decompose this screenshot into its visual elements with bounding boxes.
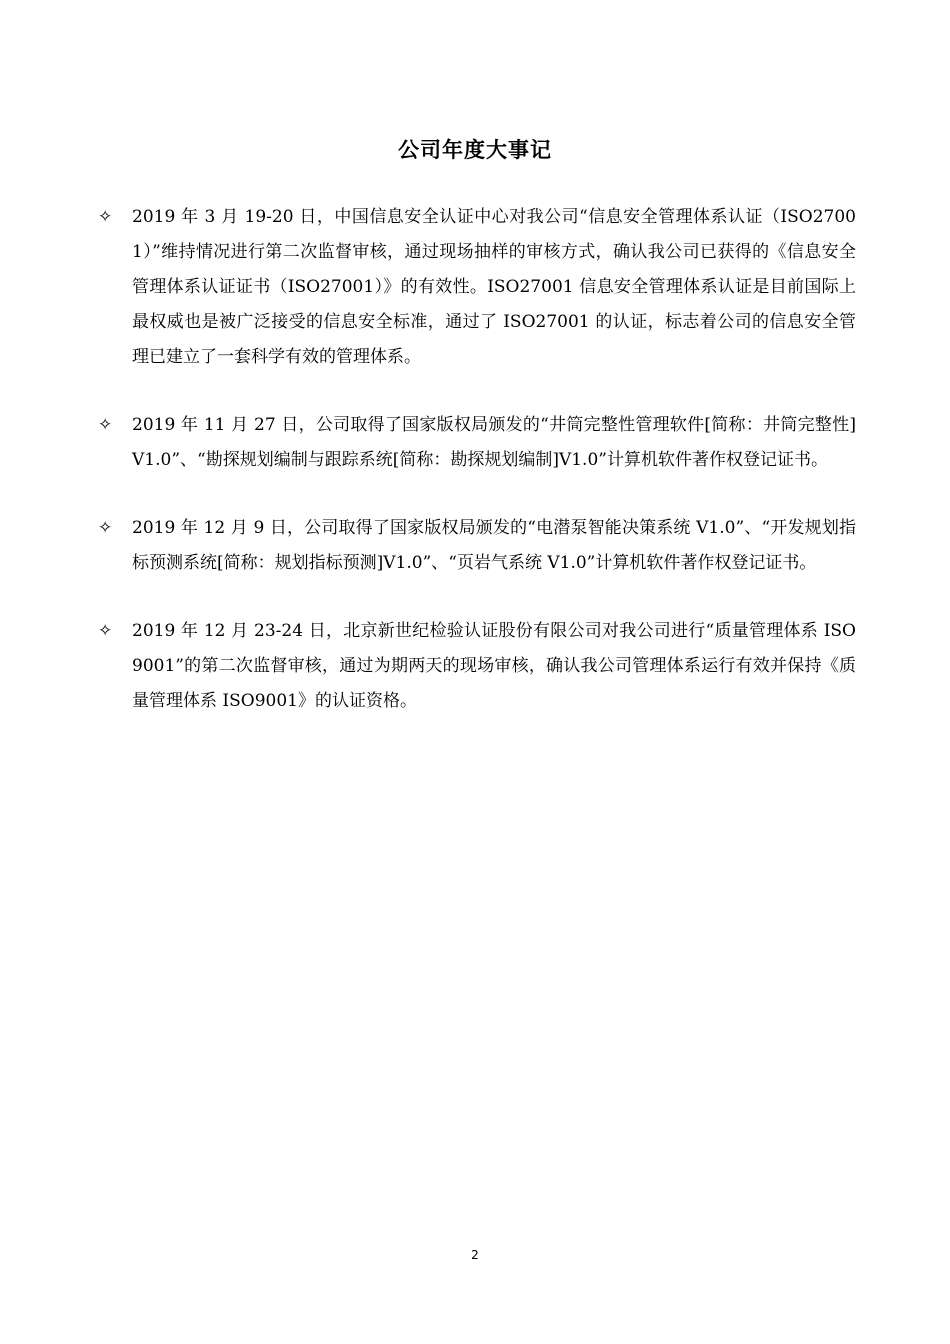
list-item-text: 2019 年 12 月 9 日，公司取得了国家版权局颁发的“电潜泵智能决策系统 V1.0”、“开发规划指标预测系统[简称：规划指标预测]V1.0”、“页岩气系统 V1.0”计算机软件著作权登记证书。 [132, 518, 856, 573]
diamond-bullet-icon: ✧ [98, 207, 113, 227]
list-item [96, 408, 856, 478]
diamond-bullet-icon: ✧ [98, 518, 113, 538]
list-item [96, 614, 856, 719]
diamond-bullet-icon: ✧ [98, 415, 113, 435]
page-title: 公司年度大事记 [398, 138, 552, 162]
event-list [96, 200, 856, 752]
list-item-text: 2019 年 11 月 27 日，公司取得了国家版权局颁发的“井筒完整性管理软件[简称：井筒完整性]V1.0”、“勘探规划编制与跟踪系统[简称：勘探规划编制]V1.0”计算机软件著作权登记证书。 [132, 415, 856, 470]
list-item-text: 2019 年 12 月 23-24 日，北京新世纪检验认证股份有限公司对我公司进行“质量管理体系 ISO9001”的第二次监督审核，通过为期两天的现场审核，确认我公司管理体系运行有效并保持《质量管理体系 ISO9001》的认证资格。 [132, 621, 856, 711]
list-item [96, 511, 856, 581]
list-item [96, 200, 856, 375]
list-item-text: 2019 年 3 月 19-20 日，中国信息安全认证中心对我公司“信息安全管理体系认证（ISO27001）”维持情况进行第二次监督审核，通过现场抽样的审核方式，确认我公司已获得的《信息安全管理体系认证证书（ISO27001）》的有效性。ISO27001 信息安全管理体系认证是目前国际上最权威也是被广泛接受的信息安全标准，通过了 ISO27001 的认证，标志着公司的信息安全管理已建立了一套科学有效的管理体系。 [132, 207, 856, 367]
diamond-bullet-icon: ✧ [98, 621, 113, 641]
page-number: 2 [471, 1248, 479, 1262]
